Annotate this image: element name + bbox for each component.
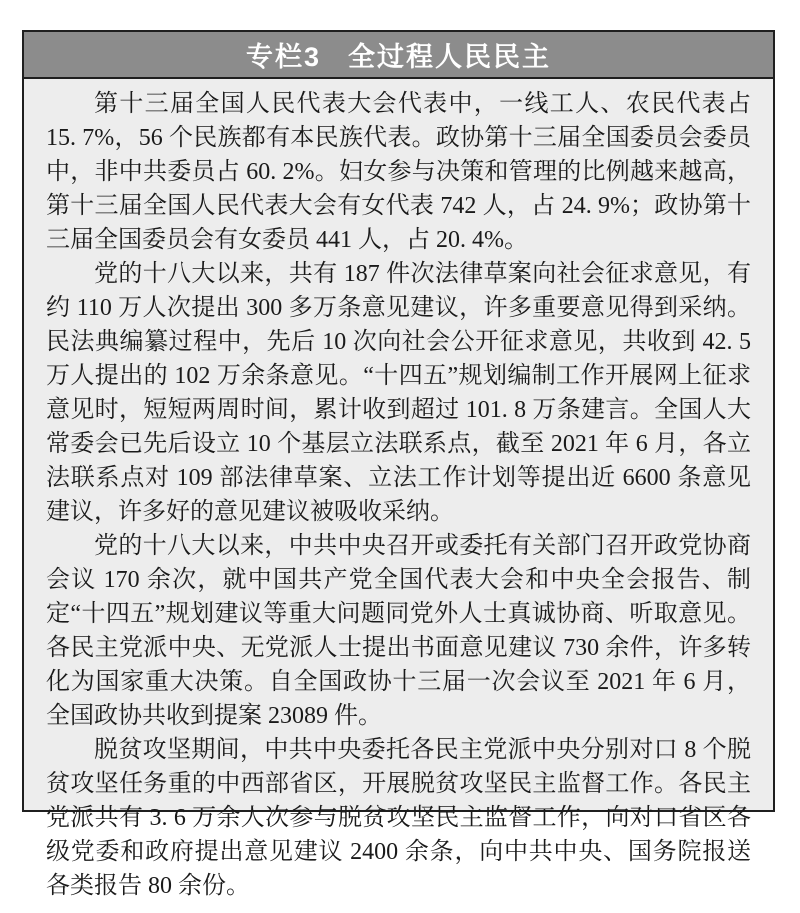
panel-header-label: 专栏3 [245, 42, 322, 72]
panel-header [24, 32, 773, 79]
paragraph-party-consultation: 党的十八大以来，中共中央召开或委托有关部门召开政党协商会议 170 余次，就中国共产党全国代表大会和中央全会报告、制定“十四五”规划建议等重大问题同党外人士真诚协商、听取意见。各民主党派中央、无党派人士提出书面意见建议 730 余件，许多转化为国家重大决策。自全国政协十三届一次会议至 2021 年 6 月，全国政协共收到提案 23089 件。 [46, 533, 751, 729]
paragraph-npc-representation: 第十三届全国人民代表大会代表中，一线工人、农民代表占 15. 7%，56 个民族都有本民族代表。政协第十三届全国委员会委员中，非中共委员占 60. 2%。妇女参与决策和管理的比例越来越高，第十三届全国人民代表大会有女代表 742 人，占 24. 9%；政协第十三届全国委员会有女委员 441 人，占 20. 4%。 [46, 91, 751, 253]
paragraph-poverty-alleviation-supervision: 脱贫攻坚期间，中共中央委托各民主党派中央分别对口 8 个脱贫攻坚任务重的中西部省区，开展脱贫攻坚民主监督工作。各民主党派共有 3. 6 万余人次参与脱贫攻坚民主监督工作，向对口省区各级党委和政府提出意见建议 2400 余条，向中共中央、国务院报送各类报告 80 余份。 [46, 737, 751, 899]
panel-title: 全过程人民民主 [348, 42, 552, 72]
paragraph-legislation-consultation: 党的十八大以来，共有 187 件次法律草案向社会征求意见，有约 110 万人次提出 300 多万条意见建议，许多重要意见得到采纳。民法典编纂过程中，先后 10 次向社会公开征求意见，共收到 42. 5 万人提出的 102 万余条意见。“十四五”规划编制工作开展网上征求意见时，短短两周时间，累计收到超过 101. 8 万条建言。全国人大常委会已先后设立 10 个基层立法联系点，截至 2021 年 6 月，各立法联系点对 109 部法律草案、立法工作计划等提出近 6600 条意见建议，许多好的意见建议被吸收采纳。 [46, 261, 751, 525]
sidebar-box-panel [22, 30, 775, 899]
panel-body [24, 79, 773, 913]
